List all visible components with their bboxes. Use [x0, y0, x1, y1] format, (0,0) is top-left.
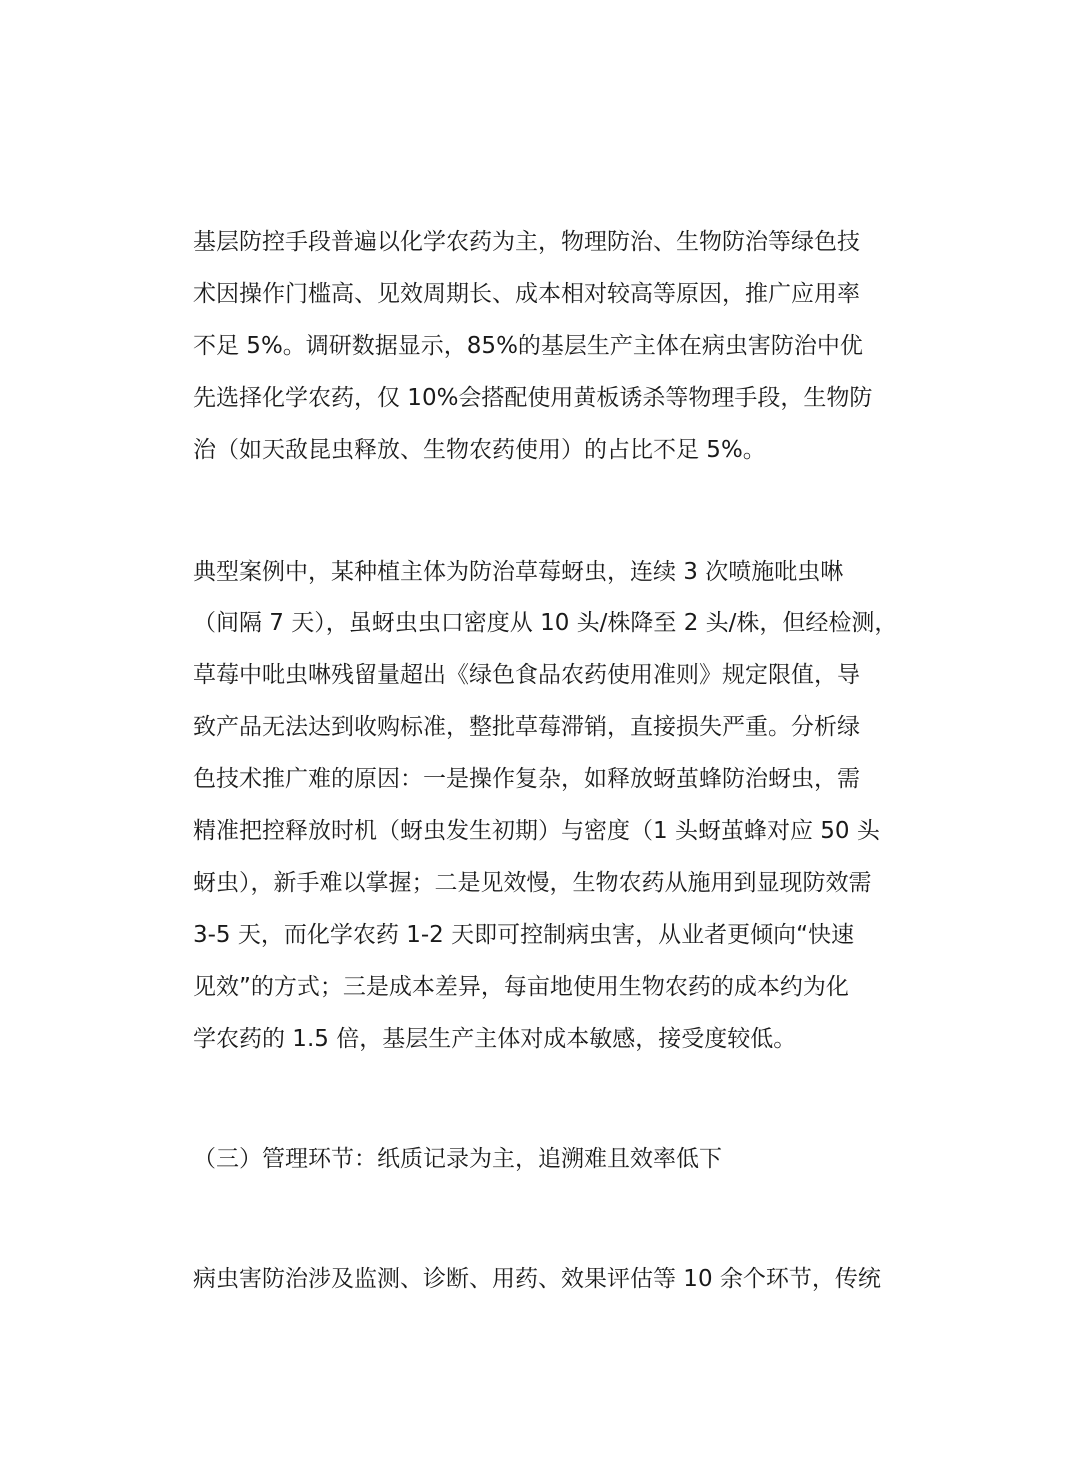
text-line: （间隔 7 天），虽蚜虫虫口密度从 10 头/株降至 2 头/株，但经检测， [193, 610, 898, 636]
text-line: 典型案例中，某种植主体为防治草莓蚜虫，连续 3 次喷施吡虫啉 [193, 559, 844, 585]
text-line: 致产品无法达到收购标准，整批草莓滞销，直接损失严重。分析绿 [193, 714, 860, 740]
text-line: 见效”的方式；三是成本差异，每亩地使用生物农药的成本约为化 [193, 974, 849, 1000]
text-line: 基层防控手段普遍以化学农药为主，物理防治、生物防治等绿色技 [193, 229, 860, 255]
section-heading: （三）管理环节：纸质记录为主，追溯难且效率低下 [193, 1146, 722, 1172]
text-line: 精准把控释放时机（蚜虫发生初期）与密度（1 头蚜茧蜂对应 50 头 [193, 818, 880, 844]
text-line: 3-5 天，而化学农药 1-2 天即可控制病虫害，从业者更倾向“快速 [193, 922, 854, 948]
text-line: 蚜虫），新手难以掌握；二是见效慢，生物农药从施用到显现防效需 [193, 870, 872, 896]
text-line: 病虫害防治涉及监测、诊断、用药、效果评估等 10 余个环节，传统 [193, 1266, 881, 1292]
text-line: 不足 5%。调研数据显示，85%的基层生产主体在病虫害防治中优 [193, 333, 863, 359]
text-line: 治（如天敌昆虫释放、生物农药使用）的占比不足 5%。 [193, 437, 766, 463]
text-line: 色技术推广难的原因：一是操作复杂，如释放蚜茧蜂防治蚜虫，需 [193, 766, 860, 792]
text-line: 术因操作门槛高、见效周期长、成本相对较高等原因，推广应用率 [193, 281, 860, 307]
text-line: 先选择化学农药，仅 10%会搭配使用黄板诱杀等物理手段，生物防 [193, 385, 873, 411]
text-line: 学农药的 1.5 倍，基层生产主体对成本敏感，接受度较低。 [193, 1026, 797, 1052]
text-line: 草莓中吡虫啉残留量超出《绿色食品农药使用准则》规定限值，导 [193, 662, 860, 688]
